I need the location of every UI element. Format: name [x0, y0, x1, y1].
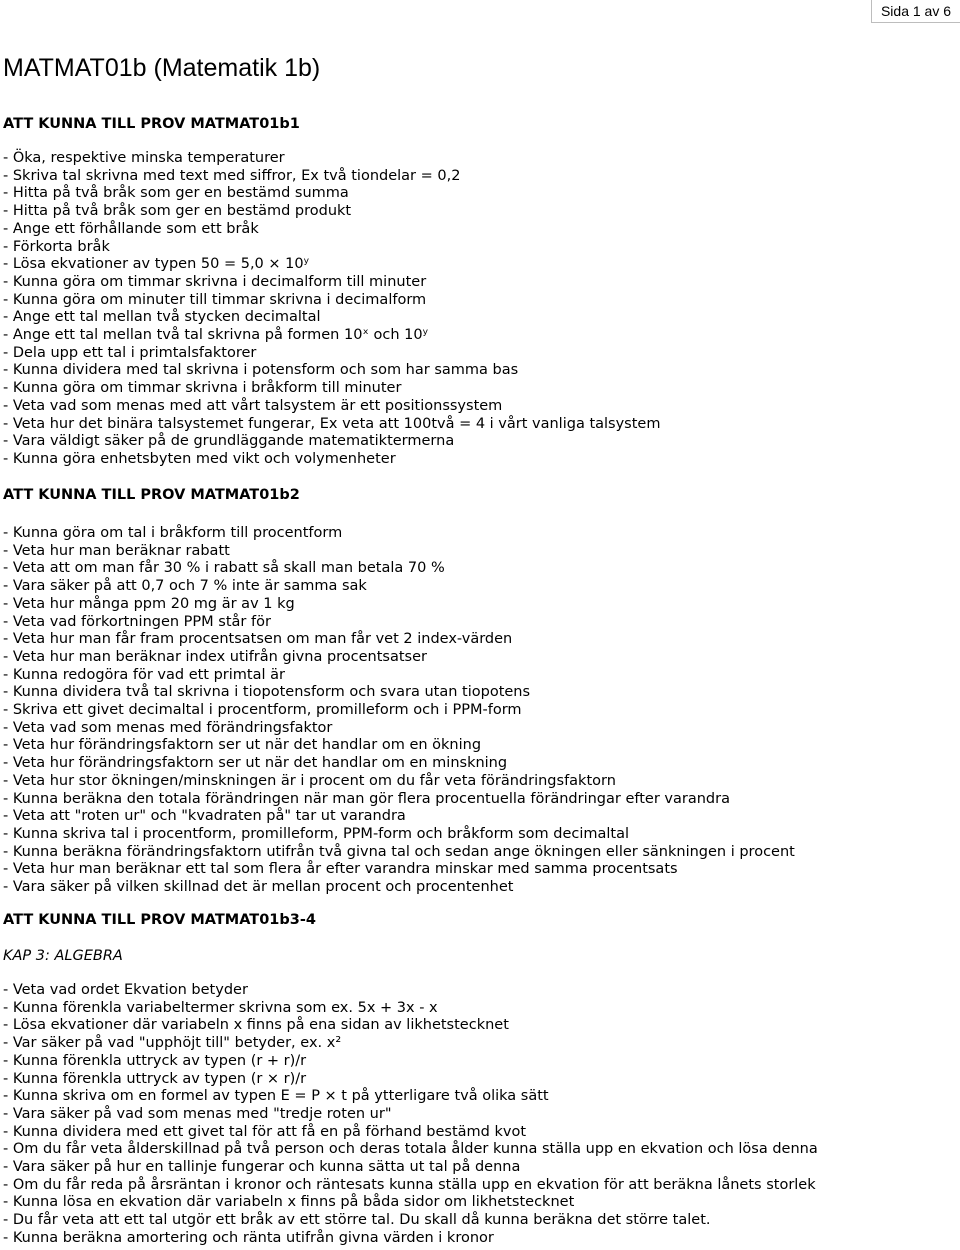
list-item: - Veta hur stor ökningen/minskningen är i procent om du får veta förändringsfaktorn — [3, 772, 616, 789]
section-heading: ATT KUNNA TILL PROV MATMAT01b2 — [3, 487, 300, 503]
list-item: - Kunna beräkna förändringsfaktorn utifrån två givna tal och sedan ange ökningen eller sänkningen i procent — [3, 843, 795, 860]
list-item: - Kunna beräkna den totala förändringen när man gör flera procentuella förändringar efter varandra — [3, 790, 730, 807]
list-item: - Hitta på två bråk som ger en bestämd produkt — [3, 203, 352, 220]
list-item: - Du får veta att ett tal utgör ett bråk av ett större tal. Du skall då kunna beräkna det större talet. — [3, 1212, 711, 1229]
list-item: - Kunna skriva tal i procentform, promilleform, PPM-form och bråkform som decimaltal — [3, 825, 630, 842]
list-item: - Ange ett tal mellan två tal skrivna på formen 10ˣ och 10ʸ — [3, 327, 428, 344]
list-item: - Veta att om man får 30 % i rabatt så skall man betala 70 % — [3, 560, 445, 577]
list-item: - Veta vad som menas med att vårt talsystem är ett positionssystem — [3, 397, 503, 414]
list-item: - Kunna förenkla uttryck av typen (r × r)/r — [3, 1070, 307, 1087]
list-item: - Lösa ekvationer av typen 50 = 5,0 × 10ʸ — [3, 256, 310, 273]
list-item: - Veta att "roten ur" och "kvadraten på" tar ut varandra — [3, 808, 406, 825]
section-subheading: KAP 3: ALGEBRA — [3, 948, 123, 964]
list-item: - Om du får reda på årsräntan i kronor och räntesats kunna ställa upp en ekvation för att beräkna lånets storlek — [3, 1176, 816, 1193]
list-item: - Skriva tal skrivna med text med siffror, Ex två tiondelar = 0,2 — [3, 167, 461, 184]
list-item: - Kunna förenkla variabeltermer skrivna som ex. 5x + 3x - x — [3, 999, 438, 1016]
item-list — [3, 982, 960, 1248]
list-item: - Veta vad förkortningen PPM står för — [3, 613, 271, 630]
list-item: - Skriva ett givet decimaltal i procentform, promilleform och i PPM-form — [3, 702, 522, 719]
section-prov-b1 — [3, 115, 960, 469]
list-item: - Veta hur man beräknar ett tal som flera år efter varandra minskar med samma procentsats — [3, 861, 678, 878]
document-title: MATMAT01b (Matematik 1b) — [3, 54, 321, 82]
list-item: - Vara väldigt säker på de grundläggande matematiktermerna — [3, 433, 455, 450]
list-item: - Kunna skriva om en formel av typen E = P × t på ytterligare två olika sätt — [3, 1088, 549, 1105]
list-item: - Kunna beräkna amortering och ränta utifrån givna värden i kronor — [3, 1229, 494, 1246]
list-item: - Öka, respektive minska temperaturer — [3, 150, 285, 166]
list-item: - Veta hur förändringsfaktorn ser ut när det handlar om en ökning — [3, 737, 482, 754]
list-item: - Kunna lösa en ekvation där variabeln x finns på båda sidor om likhetstecknet — [3, 1194, 575, 1211]
list-item: - Dela upp ett tal i primtalsfaktorer — [3, 344, 257, 361]
list-item: - Kunna dividera med ett givet tal för att få en på förhand bestämd kvot — [3, 1123, 527, 1140]
list-item: - Veta hur man beräknar rabatt — [3, 542, 230, 559]
list-item: - Vara säker på vad som menas med "tredje roten ur" — [3, 1105, 392, 1122]
list-item: - Vara säker på att 0,7 och 7 % inte är samma sak — [3, 578, 367, 595]
list-item: - Kunna göra om tal i bråkform till procentform — [3, 525, 343, 541]
item-list — [3, 525, 960, 897]
list-item: - Veta hur det binära talsystemet fungerar, Ex veta att 100två = 4 i vårt vanliga talsystem — [3, 415, 661, 432]
list-item: - Ange ett förhållande som ett bråk — [3, 220, 259, 237]
list-item: - Förkorta bråk — [3, 238, 110, 255]
list-item: - Ange ett tal mellan två stycken decimaltal — [3, 309, 321, 326]
list-item: - Lösa ekvationer där variabeln x finns på ena sidan av likhetstecknet — [3, 1017, 509, 1034]
list-item: - Vara säker på hur en tallinje fungerar och kunna sätta ut tal på denna — [3, 1159, 521, 1176]
list-item: - Veta hur man beräknar index utifrån givna procentsatser — [3, 648, 427, 665]
list-item: - Kunna dividera med tal skrivna i potensform och som har samma bas — [3, 362, 519, 379]
list-item: - Kunna göra om timmar skrivna i decimalform till minuter — [3, 273, 427, 290]
list-item: - Kunna göra enhetsbyten med vikt och volymenheter — [3, 450, 396, 467]
section-heading: ATT KUNNA TILL PROV MATMAT01b1 — [3, 116, 300, 132]
list-item: - Var säker på vad "upphöjt till" betyder, ex. x² — [3, 1035, 342, 1052]
list-item: - Veta hur man får fram procentsatsen om man får vet 2 index-värden — [3, 631, 513, 648]
section-heading: ATT KUNNA TILL PROV MATMAT01b3-4 — [3, 912, 316, 928]
list-item: - Vara säker på vilken skillnad det är mellan procent och procentenhet — [3, 879, 514, 896]
item-list — [3, 150, 960, 469]
list-item: - Veta vad som menas med förändringsfaktor — [3, 719, 333, 736]
list-item: - Hitta på två bråk som ger en bestämd summa — [3, 185, 349, 202]
list-item: - Veta hur många ppm 20 mg är av 1 kg — [3, 595, 295, 612]
list-item: - Om du får veta ålderskillnad på två person och deras totala ålder kunna ställa upp en ekvation och lösa denna — [3, 1141, 818, 1158]
page-number: Sida 1 av 6 — [871, 0, 960, 23]
section-prov-b3-4 — [3, 911, 960, 1248]
list-item: - Kunna förenkla uttryck av typen (r + r)/r — [3, 1052, 307, 1069]
list-item: - Kunna redogöra för vad ett primtal är — [3, 666, 285, 683]
list-item: - Kunna göra om minuter till timmar skrivna i decimalform — [3, 291, 427, 308]
list-item: - Veta vad ordet Ekvation betyder — [3, 982, 248, 998]
list-item: - Kunna dividera två tal skrivna i tiopotensform och svara utan tiopotens — [3, 684, 531, 701]
list-item: - Kunna göra om timmar skrivna i bråkform till minuter — [3, 380, 402, 397]
section-prov-b2 — [3, 486, 960, 897]
list-item: - Veta hur förändringsfaktorn ser ut när det handlar om en minskning — [3, 755, 508, 772]
